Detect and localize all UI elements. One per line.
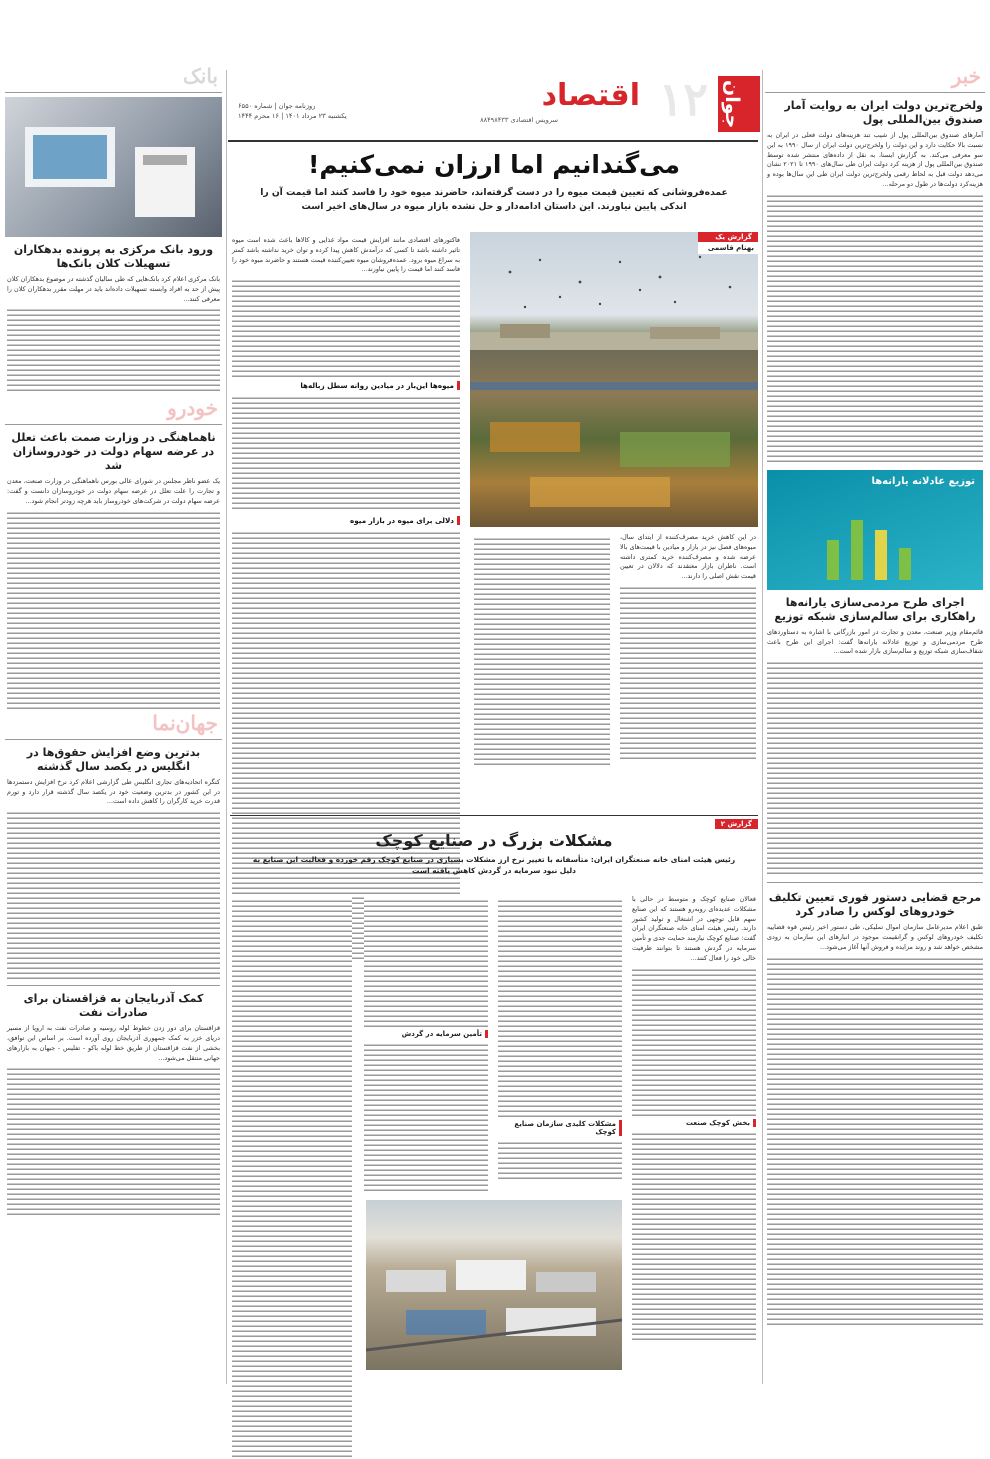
lead-photo-image [470,232,758,527]
report-tag: گزارش یک [698,232,758,242]
lead-body-column-b: در این کاهش خرید مصرف‌کننده از ابتدای سال، میوه‌های فصل نیز در بازار و میادین با قیمت‌های بالا عرضه شده و مصرف‌کننده خرید کمتری داشته است. ناظران بازار معتقدند که دلالان در تعیین قیمت نقش اصلی را دارند... [618,533,758,761]
industrial-park-photo [366,1200,622,1370]
story-title-subsidy-plan: اجرای طرح مردمی‌سازی یارانه‌ها راهکاری برای سالم‌سازی شبکه توزیع [774,595,976,623]
story-title-auto-shares: ناهماهنگی در وزارت صمت باعث تعلل در عرضه سهام دولت در خودروسازان شد [11,431,216,473]
lead-story [230,148,758,808]
story-body-auto-shares: یک عضو ناظر مجلس در شورای عالی بورس ناهماهنگی در وزارت صنعت، معدن و تجارت را علت تعلل در عرضه سهام دولت در خودروسازان دانست و گفت: عرضه سهام دولت در شرکت‌های خودروساز باید هرچه زودتر انجام شود... [7,477,220,505]
story-body-government-spending: آمارهای صندوق بین‌المللی پول از شیب تند هزینه‌های دولت فعلی در ایران به نسبت بالا حکایت دارد و این دولت را ولخرج‌ترین دولت ایران از سال ۱۹۹۰ به این سو معرفی می‌کند. به گزارش ایسنا، به نقل از داده‌های منتشر شده توسط صندوق بین‌المللی پول از هزینه کرد دولت ایران طی سال‌های ۱۹۹۰ تا ۲۰۲۱ نشان می‌دهد دولت قبل به لحاظ رقمی ولخرج‌ترین دولت ایران طی این سال‌ها بوده و هزینه‌کرد دولت‌ها در طول دو مرحله... [767,131,983,188]
second-standfirst: رئیس هیئت امنای خانه صنعتگران ایران: متأسفانه با تغییر نرخ ارز مشکلات بسیاری در صنایع کوچک رقم خورده و فعالیت این صنایع به دلیل نبود سرمایه در گردش کاهش یافته است [252,855,736,875]
section-title: اقتصاد [541,78,640,113]
story-body-central-bank: بانک مرکزی اعلام کرد بانک‌هایی که طی سالیان گذشته در موضوع بدهکاران کلان پیش از حد به افراد وابسته تسهیلات داده‌اند باید در مهلت مقرر بدهکاران کلان را معرفی کنند... [7,275,220,303]
lead-subhead-2: دلالی برای میوه در بازار میوه [232,516,460,525]
story-title-government-spending: ولخرج‌ترین دولت ایران به روایت آمار صندوق بین‌المللی پول [784,99,983,126]
left-column [5,64,222,1384]
story-body-uk-wages: کنگره اتحادیه‌های تجاری انگلیس طی گزارشی اعلام کرد نرخ افزایش دستمزدها در این کشور در بدترین وضعیت خود در یکصد سال گذشته قرار دارد و تورم قدرت خرید کارگران را کاهش داده است... [7,777,220,806]
story-title-luxury-cars: مرجع قضایی دستور فوری تعیین تکلیف خودروهای لوکس را صادر کرد [768,891,982,919]
second-body-column-right: فعالان صنایع کوچک و متوسط در حالی با مشکلات عدیده‌ای روبه‌رو هستند که این صنایع سهم قابل توجهی در اشتغال و تولید کشور دارند. رئیس هیئت امنای خانه صنعتگران ایران گفت: صنایع کوچک نیازمند حمایت جدی و تأمین سرمایه در گردش هستند تا بتوانند ظرفیت خالی خود را فعال کنند... بخش کوچک صنعت [630,895,758,1342]
story-body-luxury-cars: طبق اعلام مدیرعامل سازمان اموال تملیکی، طی دستور اخیر رئیس قوه قضاییه تکلیف خودروهای لوکس و گرانقیمت موجود در انبارهای این سازمان به زودی مشخص خواهد شد و روند مزایده و فروش آنها آغاز می‌شود... [767,923,983,951]
lead-photo-fruit-market [470,232,758,527]
section-header-bank: بانک [5,70,222,93]
section-header-auto: خودرو [5,402,222,425]
story-body-azerbaijan-oil: قزاقستان برای دور زدن خطوط لوله روسیه و صادرات نفت به اروپا از مسیر دریای خزر به کمک جمهوری آذربایجان روی آورده است. بر اساس این توافق، بخشی از نفت قزاقستان از طریق خط لوله باکو - تفلیس - جیهان به بازارهای جهانی منتقل می‌شود... [7,1024,220,1062]
lead-subhead-1: میوه‌ها این‌بار در میادین روانه سطل زباله‌ها [232,381,460,390]
service-line: سرویس اقتصادی ۸۸۴۹۸۴۳۳ [480,116,558,124]
lead-body-column-a: فاکتورهای اقتصادی مانند افزایش قیمت مواد غذایی و کالاها باعث شده است میوه تاثیر داشته باشد تا کسی که درآمدش کاهش پیدا کرده و توان خرید نداشته باشد کمتر به سراغ میوه برود. عمده‌فروشان میوه تعیین‌کننده قیمت هستند و حاضرند میوه خود را فاسد کنند اما قیمت را پایین نیاورند... میوه‌ها این‌بار در میادین روانه سطل زباله‌ها دلالی برای میوه در بازار میوه [230,236,462,961]
story-body-subsidy-plan: قائم‌مقام وزیر صنعت، معدن و تجارت در امور بازرگانی با اشاره به دستاوردهای طرح مردمی‌سازی و توزیع عادلانه یارانه‌ها گفت: اجرای این طرح باعث شفاف‌سازی شبکه توزیع و سالم‌سازی بازار شده است... [767,627,983,656]
lead-headline: می‌گندانیم اما ارزان نمی‌کنیم! [308,150,680,179]
section-header-world: جهان‌نما [5,717,222,740]
right-column [765,64,985,1384]
banner-subsidies: توزیع عادلانه یارانه‌ها [767,470,983,590]
story-title-central-bank: ورود بانک مرکزی به پرونده بدهکاران تسهیلات کلان بانک‌ها [13,243,214,270]
second-subhead-2: تأمین سرمایه در گردش [364,1030,488,1038]
masthead [228,72,758,142]
bank-photo [5,97,222,237]
second-subhead-1: بخش کوچک صنعت [632,1119,756,1127]
lead-standfirst: عمده‌فروشانی که تعیین قیمت میوه را در دست گرفته‌اند، حاضرند میوه خود را فاسد کنند اما قیمت آن را اندکی پایین نیاورند. این داستان ادامه‌دار و حل نشده بازار میوه در سال‌های اخیر است [260,187,728,212]
story-title-uk-wages: بدترین وضع افزایش حقوق‌ها در انگلیس در یکصد سال گذشته [26,745,201,773]
author-name: بهنام قاسمی [707,244,754,252]
date-line: یکشنبه ۲۳ مرداد ۱۴۰۱ | ۱۶ محرم ۱۴۴۴ [238,112,347,120]
report-tag-2: گزارش ۲ [715,819,758,829]
second-body-column-left2 [362,895,490,1193]
page-number: ۱۲ [658,72,708,126]
second-body-column-mid [496,895,624,1181]
section-header-news: خبر [765,70,985,93]
newspaper-logo: جوان [718,76,760,132]
second-subhead-3: مشکلات کلیدی سازمان صنایع کوچک [498,1120,622,1136]
issue-line: روزنامه جوان | شماره ۶۵۵۰ [238,102,316,110]
second-headline: مشکلات بزرگ در صنایع کوچک [375,831,613,850]
story-title-azerbaijan-oil: کمک آذربایجان به قزاقستان برای صادرات نفت [23,992,204,1020]
second-story [230,815,758,1385]
